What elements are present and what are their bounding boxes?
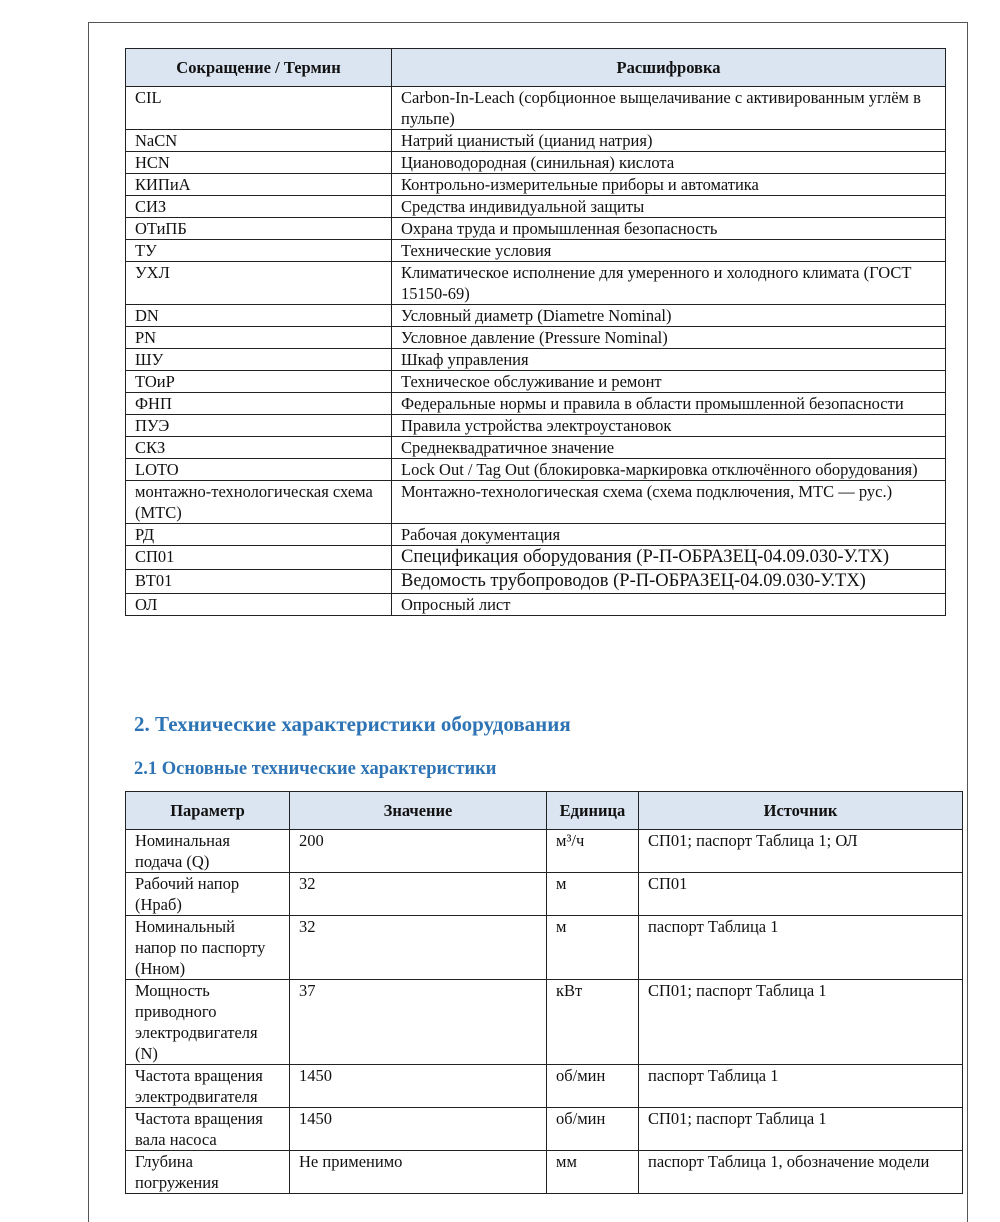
description-cell: Контрольно-измерительные приборы и автоматика	[392, 174, 946, 196]
value-cell: 37	[290, 980, 547, 1065]
value-cell: Не применимо	[290, 1151, 547, 1194]
description-cell: Спецификация оборудования (Р-П-ОБРАЗЕЦ-04.09.030-У.ТХ)	[392, 546, 946, 570]
term-cell: ВТ01	[126, 570, 392, 594]
value-cell: 200	[290, 830, 547, 873]
column-header-unit: Единица	[547, 792, 639, 830]
description-cell: Технические условия	[392, 240, 946, 262]
description-cell: Ведомость трубопроводов (Р-П-ОБРАЗЕЦ-04.09.030-У.ТХ)	[392, 570, 946, 594]
term-cell: PN	[126, 327, 392, 349]
term-cell: РД	[126, 524, 392, 546]
table-row	[126, 1065, 963, 1108]
column-header-description: Расшифровка	[392, 49, 946, 87]
table-row	[126, 594, 946, 616]
parameter-cell: Номинальная подача (Q)	[126, 830, 290, 873]
table-header-row	[126, 49, 946, 87]
description-cell: Среднеквадратичное значение	[392, 437, 946, 459]
section-2-heading: 2. Технические характеристики оборудования	[134, 712, 571, 736]
table-row	[126, 980, 963, 1065]
description-cell: Климатическое исполнение для умеренного и холодного климата (ГОСТ 15150-69)	[392, 262, 946, 305]
term-cell: ПУЭ	[126, 415, 392, 437]
description-cell: Средства индивидуальной защиты	[392, 196, 946, 218]
column-header-term: Сокращение / Термин	[126, 49, 392, 87]
section-2-1-heading: 2.1 Основные технические характеристики	[134, 759, 497, 779]
description-cell: Техническое обслуживание и ремонт	[392, 371, 946, 393]
term-cell: СП01	[126, 546, 392, 570]
table-row	[126, 916, 963, 980]
table-row	[126, 481, 946, 524]
term-cell: LOTO	[126, 459, 392, 481]
description-cell: Carbon-In-Leach (сорбционное выщелачивание с активированным углём в пульпе)	[392, 87, 946, 130]
source-cell: СП01; паспорт Таблица 1; ОЛ	[639, 830, 963, 873]
term-cell: CIL	[126, 87, 392, 130]
parameter-cell: Частота вращения вала насоса	[126, 1108, 290, 1151]
term-cell: КИПиА	[126, 174, 392, 196]
table-row	[126, 570, 946, 594]
column-header-source: Источник	[639, 792, 963, 830]
unit-cell: об/мин	[547, 1108, 639, 1151]
term-cell: ТУ	[126, 240, 392, 262]
description-cell: Федеральные нормы и правила в области промышленной безопасности	[392, 393, 946, 415]
source-cell: паспорт Таблица 1	[639, 916, 963, 980]
table-row	[126, 174, 946, 196]
table-row	[126, 218, 946, 240]
term-cell: HCN	[126, 152, 392, 174]
table-row	[126, 371, 946, 393]
description-cell: Рабочая документация	[392, 524, 946, 546]
source-cell: СП01	[639, 873, 963, 916]
parameter-cell: Рабочий напор (Нраб)	[126, 873, 290, 916]
document-page	[88, 22, 968, 1222]
description-cell: Опросный лист	[392, 594, 946, 616]
source-cell: СП01; паспорт Таблица 1	[639, 980, 963, 1065]
unit-cell: об/мин	[547, 1065, 639, 1108]
table-row	[126, 830, 963, 873]
term-cell: DN	[126, 305, 392, 327]
term-cell: СИЗ	[126, 196, 392, 218]
term-cell: СКЗ	[126, 437, 392, 459]
description-cell: Натрий цианистый (цианид натрия)	[392, 130, 946, 152]
parameter-cell: Номинальный напор по паспорту (Нном)	[126, 916, 290, 980]
parameter-cell: Мощность приводного электродвигателя (N)	[126, 980, 290, 1065]
value-cell: 1450	[290, 1065, 547, 1108]
term-cell: NaCN	[126, 130, 392, 152]
source-cell: СП01; паспорт Таблица 1	[639, 1108, 963, 1151]
table-row	[126, 1151, 963, 1194]
abbreviations-table	[125, 48, 946, 616]
table-row	[126, 240, 946, 262]
column-header-parameter: Параметр	[126, 792, 290, 830]
table-row	[126, 459, 946, 481]
table-row	[126, 196, 946, 218]
table-row	[126, 873, 963, 916]
source-cell: паспорт Таблица 1, обозначение модели	[639, 1151, 963, 1194]
table-row	[126, 305, 946, 327]
unit-cell: мм	[547, 1151, 639, 1194]
table-row	[126, 524, 946, 546]
value-cell: 32	[290, 873, 547, 916]
column-header-value: Значение	[290, 792, 547, 830]
term-cell: монтажно-технологическая схема (МТС)	[126, 481, 392, 524]
term-cell: ФНП	[126, 393, 392, 415]
description-cell: Шкаф управления	[392, 349, 946, 371]
unit-cell: кВт	[547, 980, 639, 1065]
description-cell: Охрана труда и промышленная безопасность	[392, 218, 946, 240]
table-header-row	[126, 792, 963, 830]
parameter-cell: Частота вращения электродвигателя	[126, 1065, 290, 1108]
table-row	[126, 393, 946, 415]
table-row	[126, 437, 946, 459]
table-row	[126, 152, 946, 174]
source-cell: паспорт Таблица 1	[639, 1065, 963, 1108]
table-row	[126, 349, 946, 371]
table-row	[126, 130, 946, 152]
parameter-cell: Глубина погружения	[126, 1151, 290, 1194]
term-cell: ОТиПБ	[126, 218, 392, 240]
term-cell: ТОиР	[126, 371, 392, 393]
description-cell: Циановодородная (синильная) кислота	[392, 152, 946, 174]
value-cell: 1450	[290, 1108, 547, 1151]
table-row	[126, 415, 946, 437]
term-cell: УХЛ	[126, 262, 392, 305]
description-cell: Условное давление (Pressure Nominal)	[392, 327, 946, 349]
table-row	[126, 87, 946, 130]
table-row	[126, 262, 946, 305]
description-cell: Монтажно-технологическая схема (схема подключения, МТС — рус.)	[392, 481, 946, 524]
term-cell: ШУ	[126, 349, 392, 371]
description-cell: Lock Out / Tag Out (блокировка-маркировка отключённого оборудования)	[392, 459, 946, 481]
table-row	[126, 546, 946, 570]
value-cell: 32	[290, 916, 547, 980]
table-row	[126, 327, 946, 349]
table-row	[126, 1108, 963, 1151]
description-cell: Правила устройства электроустановок	[392, 415, 946, 437]
unit-cell: м³/ч	[547, 830, 639, 873]
term-cell: ОЛ	[126, 594, 392, 616]
specifications-table	[125, 791, 963, 1194]
unit-cell: м	[547, 916, 639, 980]
unit-cell: м	[547, 873, 639, 916]
description-cell: Условный диаметр (Diametre Nominal)	[392, 305, 946, 327]
